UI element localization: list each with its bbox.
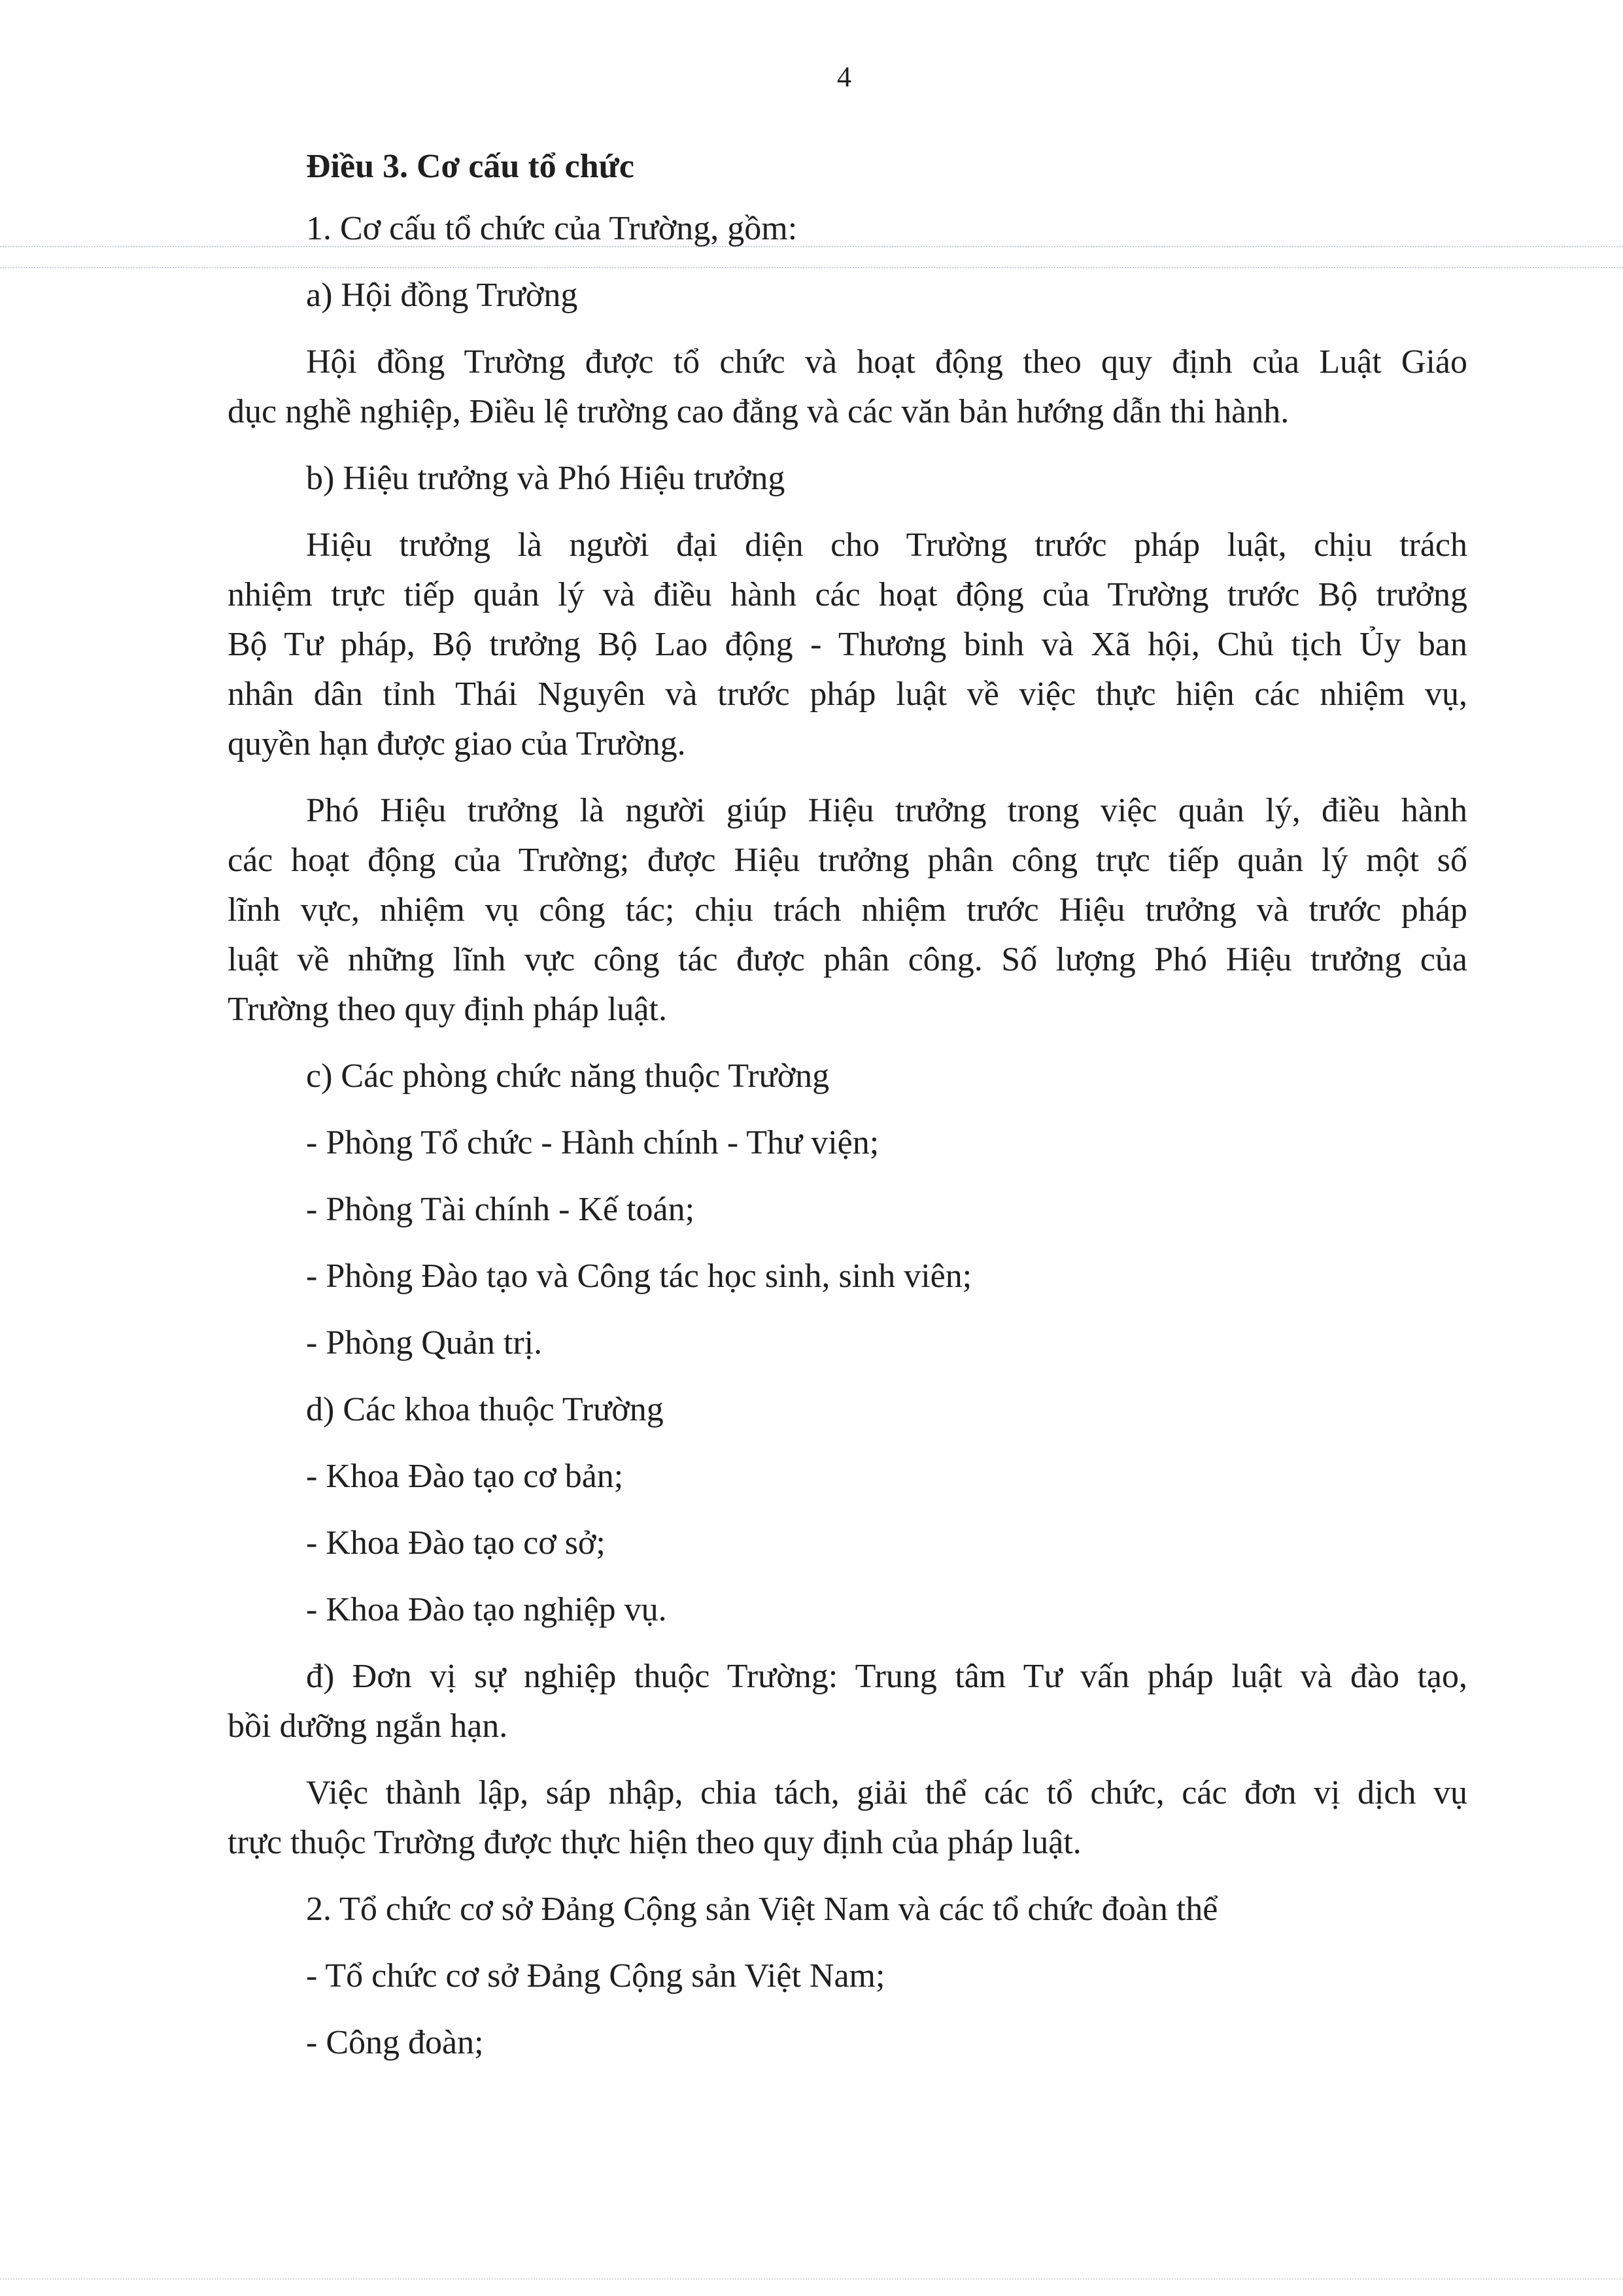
list-item: - Công đoàn; xyxy=(306,2024,484,2061)
text-line: lĩnh vực, nhiệm vụ công tác; chịu trách nhiệm trước Hiệu trưởng và trước pháp xyxy=(228,891,1467,929)
text-line: nhiệm trực tiếp quản lý và điều hành các hoạt động của Trường trước Bộ trưởng xyxy=(228,576,1467,613)
text-line: Hội đồng Trường được tổ chức và hoạt động theo quy định của Luật Giáo xyxy=(306,343,1467,381)
paragraph-principal xyxy=(228,521,1467,769)
list-item: - Tổ chức cơ sở Đảng Cộng sản Việt Nam; xyxy=(306,1957,885,1995)
subheading-d: d) Các khoa thuộc Trường xyxy=(306,1391,664,1428)
subheading-b: b) Hiệu trưởng và Phó Hiệu trưởng xyxy=(306,460,785,497)
subheading-a: a) Hội đồng Trường xyxy=(306,277,578,314)
text-line: đ) Đơn vị sự nghiệp thuộc Trường: Trung tâm Tư vấn pháp luật và đào tạo, xyxy=(306,1658,1467,1695)
paragraph-establishment xyxy=(228,1768,1467,1868)
text-line: Phó Hiệu trưởng là người giúp Hiệu trưởng trong việc quản lý, điều hành xyxy=(306,792,1467,829)
article-heading: Điều 3. Cơ cấu tổ chức xyxy=(306,148,634,185)
list-item: - Khoa Đào tạo nghiệp vụ. xyxy=(306,1591,667,1628)
list-item: - Khoa Đào tạo cơ sở; xyxy=(306,1524,606,1562)
paragraph-item-1: 1. Cơ cấu tổ chức của Trường, gồm: xyxy=(306,210,798,247)
text-line: bồi dưỡng ngắn hạn. xyxy=(228,1707,508,1745)
text-line: quyền hạn được giao của Trường. xyxy=(228,725,686,762)
page-number: 4 xyxy=(837,61,851,93)
paragraph-item-2: 2. Tổ chức cơ sở Đảng Cộng sản Việt Nam và các tổ chức đoàn thể xyxy=(306,1891,1218,1928)
list-item: - Khoa Đào tạo cơ bản; xyxy=(306,1458,624,1495)
scan-artifact-line xyxy=(0,2278,1623,2280)
text-line: dục nghề nghiệp, Điều lệ trường cao đẳng và các văn bản hướng dẫn thi hành. xyxy=(228,393,1290,430)
list-item: - Phòng Tổ chức - Hành chính - Thư viện; xyxy=(306,1124,880,1161)
list-item: - Phòng Tài chính - Kế toán; xyxy=(306,1191,695,1228)
paragraph-service-unit xyxy=(228,1652,1467,1751)
text-line: trực thuộc Trường được thực hiện theo quy định của pháp luật. xyxy=(228,1824,1082,1861)
text-line: các hoạt động của Trường; được Hiệu trưởng phân công trực tiếp quản lý một số xyxy=(228,842,1467,879)
subheading-c: c) Các phòng chức năng thuộc Trường xyxy=(306,1057,830,1095)
paragraph-vice-principal xyxy=(228,786,1467,1035)
document-body xyxy=(228,146,1467,2085)
paragraph-a-body xyxy=(228,337,1467,437)
list-item: - Phòng Đào tạo và Công tác học sinh, sinh viên; xyxy=(306,1258,972,1295)
text-line: Trường theo quy định pháp luật. xyxy=(228,991,667,1028)
text-line: Việc thành lập, sáp nhập, chia tách, giải thể các tổ chức, các đơn vị dịch vụ xyxy=(306,1774,1467,1811)
text-line: Bộ Tư pháp, Bộ trưởng Bộ Lao động - Thương binh và Xã hội, Chủ tịch Ủy ban xyxy=(228,626,1467,663)
list-item: - Phòng Quản trị. xyxy=(306,1324,543,1362)
text-line: luật về những lĩnh vực công tác được phân công. Số lượng Phó Hiệu trưởng của xyxy=(228,941,1467,978)
text-line: nhân dân tỉnh Thái Nguyên và trước pháp luật về việc thực hiện các nhiệm vụ, xyxy=(228,676,1467,713)
text-line: Hiệu trưởng là người đại diện cho Trường trước pháp luật, chịu trách xyxy=(306,526,1467,564)
